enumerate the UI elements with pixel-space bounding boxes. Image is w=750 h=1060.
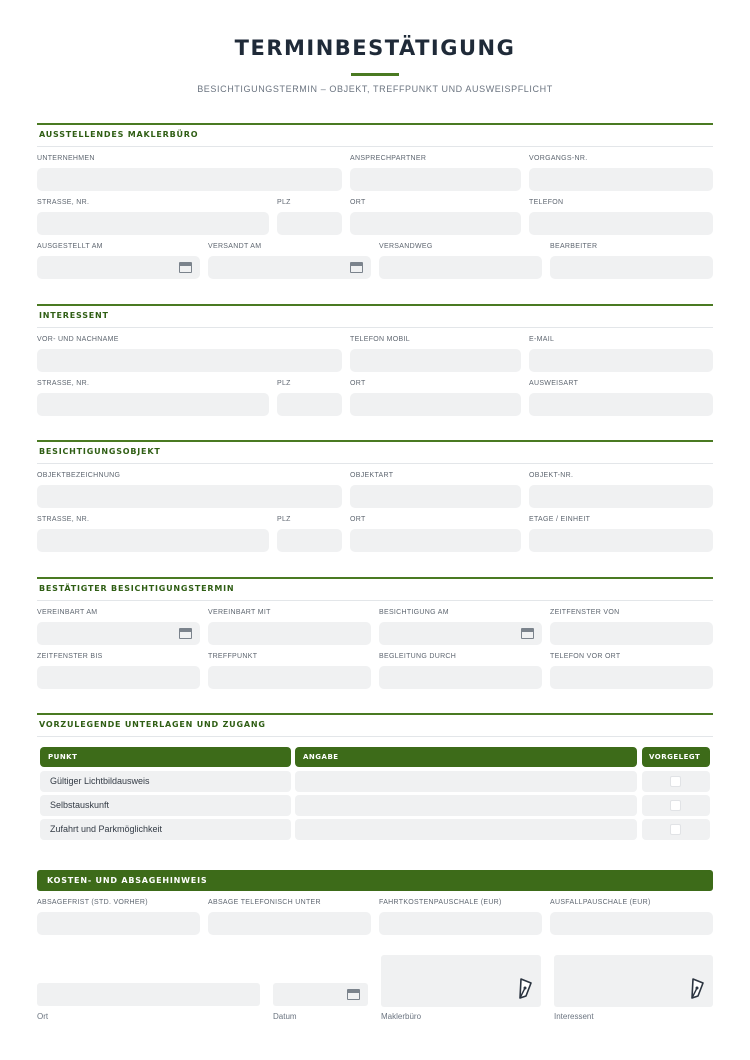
section-title-objekt: BESICHTIGUNGSOBJEKT [39,447,161,456]
field-bearbeiter[interactable] [550,256,713,279]
section-rule [37,736,713,737]
label-ausgestellt-am: AUSGESTELLT AM [37,243,103,250]
section-divider [37,304,713,306]
label-absagefrist: ABSAGEFRIST (STD. VORHER) [37,899,148,906]
section-rule [37,463,713,464]
section-title-kosten: KOSTEN- UND ABSAGEHINWEIS [37,870,713,891]
section-divider [37,440,713,442]
field-strasse[interactable] [37,393,269,416]
table-row-angabe[interactable] [295,795,637,816]
table-row-vorgelegt [642,771,710,792]
pen-nib-icon [517,977,533,999]
field-datum[interactable] [273,983,368,1006]
label-interessent: Interessent [554,1012,594,1021]
table-row-punkt: Gültiger Lichtbildausweis [40,771,291,792]
field-ort[interactable] [350,393,521,416]
field-objekt-nr[interactable] [529,485,713,508]
label-versandt-am: VERSANDT AM [208,243,262,250]
field-vorgangs-nr[interactable] [529,168,713,191]
checkbox[interactable] [670,800,681,811]
table-row-angabe[interactable] [295,771,637,792]
field-vereinbart-am[interactable] [37,622,200,645]
label-etage: ETAGE / EINHEIT [529,516,591,523]
field-telefon-vor-ort[interactable] [550,666,713,689]
section-rule [37,146,713,147]
label-strasse: STRASSE, NR. [37,199,90,206]
label-zeitfenster-von: ZEITFENSTER VON [550,609,620,616]
label-treffpunkt: TREFFPUNKT [208,653,258,660]
field-strasse[interactable] [37,529,269,552]
calendar-icon[interactable] [347,989,360,1000]
calendar-icon[interactable] [179,628,192,639]
field-ansprechpartner[interactable] [350,168,521,191]
field-ort-signature[interactable] [37,983,260,1006]
label-plz: PLZ [277,380,291,387]
section-divider [37,713,713,715]
field-vereinbart-mit[interactable] [208,622,371,645]
label-fahrtkosten: FAHRTKOSTENPAUSCHALE (EUR) [379,899,502,906]
field-etage[interactable] [529,529,713,552]
section-title-interessent: INTERESSENT [39,311,109,320]
field-zeitfenster-bis[interactable] [37,666,200,689]
field-name[interactable] [37,349,342,372]
label-ort: ORT [350,516,366,523]
field-absage-telefonisch[interactable] [208,912,371,935]
signature-field-interessent[interactable] [554,955,713,1007]
field-zeitfenster-von[interactable] [550,622,713,645]
calendar-icon[interactable] [521,628,534,639]
field-ausgestellt-am[interactable] [37,256,200,279]
label-absage-telefonisch: ABSAGE TELEFONISCH UNTER [208,899,321,906]
label-vereinbart-am: VEREINBART AM [37,609,98,616]
label-begleitung: BEGLEITUNG DURCH [379,653,457,660]
label-telefon-vor-ort: TELEFON VOR ORT [550,653,621,660]
calendar-icon[interactable] [350,262,363,273]
label-versandweg: VERSANDWEG [379,243,433,250]
label-bearbeiter: BEARBEITER [550,243,598,250]
field-ort[interactable] [350,529,521,552]
field-plz[interactable] [277,212,342,235]
checkbox[interactable] [670,776,681,787]
label-ausweisart: AUSWEISART [529,380,579,387]
label-vorgangs-nr: VORGANGS-NR. [529,155,588,162]
label-plz: PLZ [277,516,291,523]
field-plz[interactable] [277,529,342,552]
signature-field-makler[interactable] [381,955,541,1007]
section-title-unterlagen: VORZULEGENDE UNTERLAGEN UND ZUGANG [39,720,266,729]
calendar-icon[interactable] [179,262,192,273]
label-ansprechpartner: ANSPRECHPARTNER [350,155,427,162]
field-unternehmen[interactable] [37,168,342,191]
label-datum: Datum [273,1012,297,1021]
label-plz: PLZ [277,199,291,206]
label-objektart: OBJEKTART [350,472,394,479]
field-ausweisart[interactable] [529,393,713,416]
label-email: E-MAIL [529,336,555,343]
label-name: VOR- UND NACHNAME [37,336,119,343]
label-ort: ORT [350,199,366,206]
section-divider [37,577,713,579]
section-title-termin: BESTÄTIGTER BESICHTIGUNGSTERMIN [39,584,235,593]
table-header-vorgelegt: VORGELEGT [642,747,710,767]
field-treffpunkt[interactable] [208,666,371,689]
table-row-punkt: Selbstauskunft [40,795,291,816]
page-title: TERMINBESTÄTIGUNG [234,36,516,60]
pen-nib-icon [689,977,705,999]
label-vereinbart-mit: VEREINBART MIT [208,609,271,616]
label-strasse: STRASSE, NR. [37,380,90,387]
table-row-vorgelegt [642,795,710,816]
field-telefon[interactable] [529,212,713,235]
label-strasse: STRASSE, NR. [37,516,90,523]
label-objekt-nr: OBJEKT-NR. [529,472,574,479]
field-versandt-am[interactable] [208,256,371,279]
field-fahrtkosten[interactable] [379,912,542,935]
field-versandweg[interactable] [379,256,542,279]
table-header-punkt: PUNKT [40,747,291,767]
section-divider [37,123,713,125]
table-row-punkt: Zufahrt und Parkmöglichkeit [40,819,291,840]
checkbox[interactable] [670,824,681,835]
field-ort[interactable] [350,212,521,235]
section-rule [37,327,713,328]
table-row-angabe[interactable] [295,819,637,840]
label-maklerbuero: Maklerbüro [381,1012,422,1021]
section-title-makler: AUSSTELLENDES MAKLERBÜRO [39,130,199,139]
label-zeitfenster-bis: ZEITFENSTER BIS [37,653,103,660]
field-ausfallpauschale[interactable] [550,912,713,935]
title-underline [351,73,399,76]
field-absagefrist[interactable] [37,912,200,935]
label-ausfallpauschale: AUSFALLPAUSCHALE (EUR) [550,899,651,906]
label-unternehmen: UNTERNEHMEN [37,155,95,162]
label-telefon-mobil: TELEFON MOBIL [350,336,410,343]
field-besichtigung-am[interactable] [379,622,542,645]
page-subtitle: BESICHTIGUNGSTERMIN – OBJEKT, TREFFPUNKT UND AUSWEISPFLICHT [197,84,553,94]
label-telefon: TELEFON [529,199,564,206]
label-ort: ORT [350,380,366,387]
label-besichtigung-am: BESICHTIGUNG AM [379,609,449,616]
table-row-vorgelegt [642,819,710,840]
field-plz[interactable] [277,393,342,416]
field-objektart[interactable] [350,485,521,508]
field-telefon-mobil[interactable] [350,349,521,372]
field-email[interactable] [529,349,713,372]
field-strasse[interactable] [37,212,269,235]
label-ort-signature: Ort [37,1012,49,1021]
section-rule [37,600,713,601]
field-objektbezeichnung[interactable] [37,485,342,508]
label-objektbezeichnung: OBJEKTBEZEICHNUNG [37,472,121,479]
field-begleitung[interactable] [379,666,542,689]
table-header-angabe: ANGABE [295,747,637,767]
